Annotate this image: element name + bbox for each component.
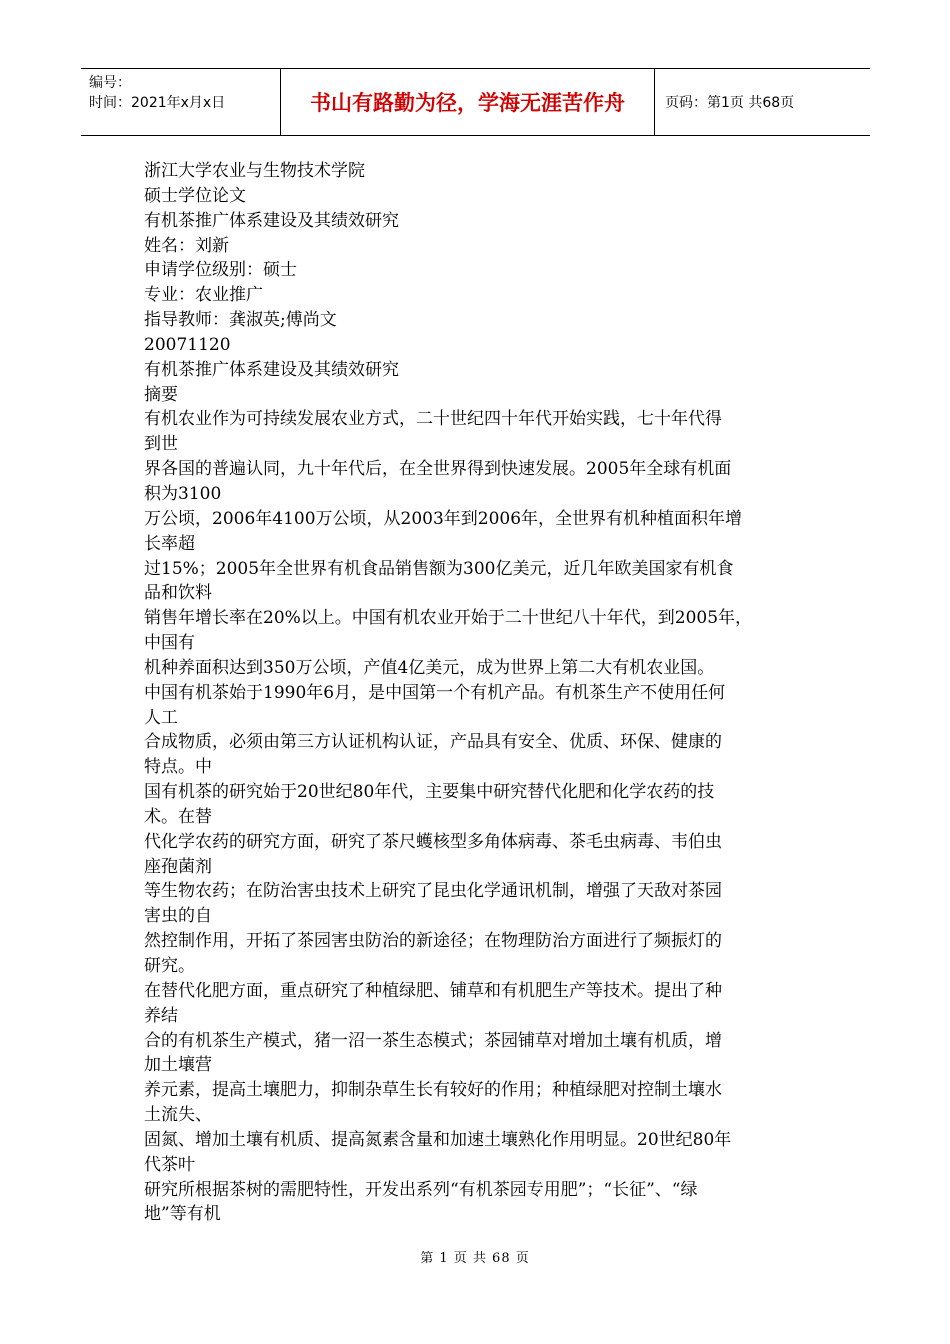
text-line: 中国有 — [144, 633, 195, 654]
text-line: 万公顷，2006年4100万公顷，从2003年到2006年，全世界有机种植面积年增 — [144, 508, 743, 529]
text-line: 专业：农业推广 — [144, 285, 263, 306]
text-line: 浙江大学农业与生物技术学院 — [144, 161, 365, 181]
text-line: 加土壤营 — [144, 1055, 212, 1076]
text-line: 中国有机茶始于1990年6月，是中国第一个有机产品。有机茶生产不使用任何 — [144, 682, 726, 703]
text-line: 界各国的普遍认同，九十年代后，在全世界得到快速发展。2005年全球有机面 — [144, 459, 732, 480]
text-line: 积为3100 — [144, 483, 222, 504]
text-line: 品和饮料 — [144, 583, 212, 604]
document-body — [144, 159, 824, 1227]
text-line: 长率超 — [144, 533, 195, 554]
text-line: 20071120 — [144, 334, 231, 355]
text-line: 在替代化肥方面，重点研究了种植绿肥、铺草和有机肥生产等技术。提出了种 — [144, 980, 722, 1001]
text-line: 研究。 — [144, 956, 195, 976]
text-line: 养元素，提高土壤肥力，抑制杂草生长有较好的作用；种植绿肥对控制土壤水 — [144, 1080, 722, 1101]
header-motto: 书山有路勤为径，学海无涯苦作舟 — [281, 69, 655, 135]
time-label: 时间：2021年x月x日 — [89, 95, 226, 111]
text-line: 申请学位级别：硕士 — [144, 260, 297, 281]
text-line: 术。在替 — [144, 806, 212, 827]
text-line: 摘要 — [144, 384, 178, 405]
text-line: 合的有机茶生产模式，猪一沼一茶生态模式；茶园铺草对增加土壤有机质，增 — [144, 1030, 722, 1051]
text-line: 到世 — [144, 434, 178, 455]
page-footer: 第 1 页 共 68 页 — [420, 1251, 530, 1266]
page-header — [81, 68, 870, 136]
header-meta — [81, 69, 281, 135]
text-line: 固氮、增加土壤有机质、提高氮素含量和加速土壤熟化作用明显。20世纪80年 — [144, 1129, 732, 1150]
text-line: 等生物农药；在防治害虫技术上研究了昆虫化学通讯机制，增强了天敌对茶园 — [144, 881, 722, 902]
header-page-info: 页码：第1页 共68页 — [665, 95, 795, 111]
text-line: 然控制作用，开拓了茶园害虫防治的新途径；在物理防治方面进行了频振灯的 — [144, 931, 722, 952]
text-line: 销售年增长率在20%以上。中国有机农业开始于二十世纪八十年代，到2005年， — [144, 608, 753, 629]
text-line: 代茶叶 — [144, 1154, 195, 1175]
text-line: 座孢菌剂 — [144, 856, 212, 877]
text-line: 研究所根据茶树的需肥特性，开发出系列“有机茶园专用肥”；“长征”、“绿 — [144, 1179, 698, 1200]
text-line: 代化学农药的研究方面，研究了茶尺蠖核型多角体病毒、茶毛虫病毒、韦伯虫 — [144, 831, 722, 852]
text-line: 姓名：刘新 — [144, 235, 229, 256]
text-line: 特点。中 — [144, 757, 212, 778]
text-line: 有机茶推广体系建设及其绩效研究 — [144, 210, 399, 231]
text-line: 合成物质，必须由第三方认证机构认证，产品具有安全、优质、环保、健康的 — [144, 732, 722, 753]
text-line: 养结 — [144, 1005, 178, 1026]
text-line: 有机农业作为可持续发展农业方式，二十世纪四十年代开始实践，七十年代得 — [144, 409, 722, 430]
text-line: 硕士学位论文 — [144, 185, 246, 206]
text-line: 地”等有机 — [144, 1204, 221, 1225]
text-line: 土流失、 — [144, 1105, 212, 1126]
text-line: 有机茶推广体系建设及其绩效研究 — [144, 359, 399, 380]
text-line: 过15%；2005年全世界有机食品销售额为300亿美元，近几年欧美国家有机食 — [144, 558, 734, 579]
text-line: 害虫的自 — [144, 906, 212, 927]
text-line: 国有机茶的研究始于20世纪80年代，主要集中研究替代化肥和化学农药的技 — [144, 782, 715, 803]
text-line: 指导教师：龚淑英;傅尚文 — [144, 310, 337, 331]
number-label: 编号： — [89, 75, 131, 91]
text-line: 机种养面积达到350万公顷，产值4亿美元，成为世界上第二大有机农业国。 — [144, 657, 715, 678]
text-line: 人工 — [144, 707, 178, 728]
